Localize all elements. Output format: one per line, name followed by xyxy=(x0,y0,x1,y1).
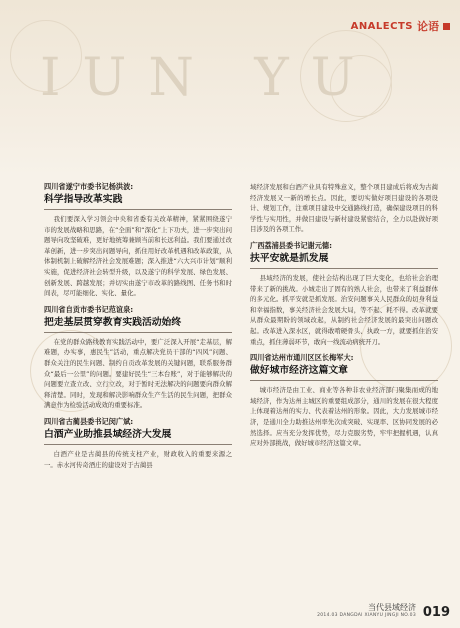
divider xyxy=(44,332,232,333)
article-title: 科学指导改革实践 xyxy=(44,194,123,205)
divider xyxy=(44,209,232,210)
left-column xyxy=(44,182,232,476)
article-section xyxy=(44,305,232,411)
speaker-kicker: 四川省遂宁市委书记杨洪波: xyxy=(44,182,134,191)
speaker-kicker: 四川省自贡市委书记范谊泉: xyxy=(44,304,134,314)
article-title: 把走基层贯穿教育实践活动始终 xyxy=(44,316,182,328)
article-section xyxy=(250,353,438,449)
article-section xyxy=(44,417,232,470)
article-title: 做好城市经济这篇文章 xyxy=(250,365,348,377)
divider xyxy=(250,268,438,269)
article-title: 白酒产业助推县域经济大发展 xyxy=(44,428,172,440)
issue-label: 2014.03 DANGDAI XIANYU JINGJI NO.03 xyxy=(317,613,416,618)
page-footer xyxy=(317,602,448,618)
divider xyxy=(250,380,438,381)
section-header xyxy=(351,18,450,34)
speaker-kicker: 四川省古蔺县委书记闵广斌: xyxy=(44,416,134,426)
paragraph: 白酒产业是古蔺县的传统支柱产业，财政收入的重要来源之一。赤水河传奇酒庄的建设对于古蔺县 xyxy=(44,449,232,469)
article-section xyxy=(44,182,232,299)
speaker-kicker: 四川省达州市通川区区长梅军大: xyxy=(250,353,354,363)
square-icon xyxy=(443,23,450,30)
article-continuation xyxy=(250,182,438,235)
watermark-text: IUN YU xyxy=(40,48,377,108)
paragraph: 城市经济是由工业、商业等各种非农业经济部门聚集而成的地域经济，作为达州主城区的重要组成部分，通川的发展在很大程度上体现着达州的实力、代表着达州的形象。因此，大力发展城市经济，是通川全力助推达州率先次成突破、实现率、区协同发展的必然选择。应当充分发挥优势，尽力克服劣势，牢牢把握机遇，认真应对外部挑战，做好城市经济这篇文章。 xyxy=(250,386,438,448)
section-name-cn: 论语 xyxy=(417,20,439,33)
paragraph: 我们要深入学习领会中央和省委有关改革精神，紧紧围绕遂宁市的发展战略和思路，在“全面”和“深化”上下功夫，进一步突出问题导向攻坚破难，更好地统筹兼顾当前和长远利益。我们要通过改革创新，进一步突出问题导向，抓住用好改革机遇和改革政策，从体制机制上破解经济社会发展难题；深入推进“六大兴市计划”顺利实施，促进经济社会转型升级，以及遂宁的科学发展、绿色发展、创新发展、跨越发展；并切实由遂宁市改革的路线图、任务书和时间表，尽可能细化、实化、量化。 xyxy=(44,215,232,298)
paragraph: 域经济发展和白酒产业具有特殊意义，整个项目建成后将成为古蔺经济发展又一新的增长点。因此，要切实做好项目建设的各项设计、规划工作，注重项目建设中交通路线打造，确保建设项目的科学性与实用性，并做目建设与新村建设紧密结合，全力以赴做好项目涉及的各项工作。 xyxy=(250,183,438,234)
speaker-kicker: 广西荔浦县委书记谢元德: xyxy=(250,240,332,250)
article-section xyxy=(250,241,438,347)
section-name-en: ANALECTS xyxy=(350,20,413,32)
article-title: 扶平安就是抓发展 xyxy=(250,252,329,264)
right-column xyxy=(250,182,438,455)
divider xyxy=(44,444,232,445)
magazine-name: 当代县域经济 xyxy=(368,603,416,612)
paragraph: 县域经济的发展，使社会结构出现了巨大变化，也给社会治理带来了新的挑战。小城走出了固有的熟人社会，也带来了利益群体的多元化。抓平安就是抓发展。治安问题事关人民群众的切身利益和幸福指数，事关经济社会发展大局，等不起、耗不得。改革就要从群众最期盼的领域改起，从制约社会经济发展的最突出问题改起。改革进入深水区，就得敢啃硬骨头、执政一方，就要抓住治安重点，抓住薄弱环节，敢向一线流动病统开刀。 xyxy=(250,273,438,346)
paragraph: 在党的群众路线教育实践活动中，要广泛深入开展“走基层，解难题，办实事，惠民生”活动，重点解决党员干部的“四风”问题、群众关注的民生问题、制约自贡改革发展的关键问题，联系服务群众“最后一公里”的问题。要建好民生“三本台账”，对于能够解决的问题要立查立改、立行立改，对于暂时无法解决的问题要向群众解释清楚。同时，发现和解决影响群众生产生活的民生问题，把群众满意作为检验活动成效的重要标准。 xyxy=(44,337,232,410)
page-number: 019 xyxy=(422,605,450,620)
